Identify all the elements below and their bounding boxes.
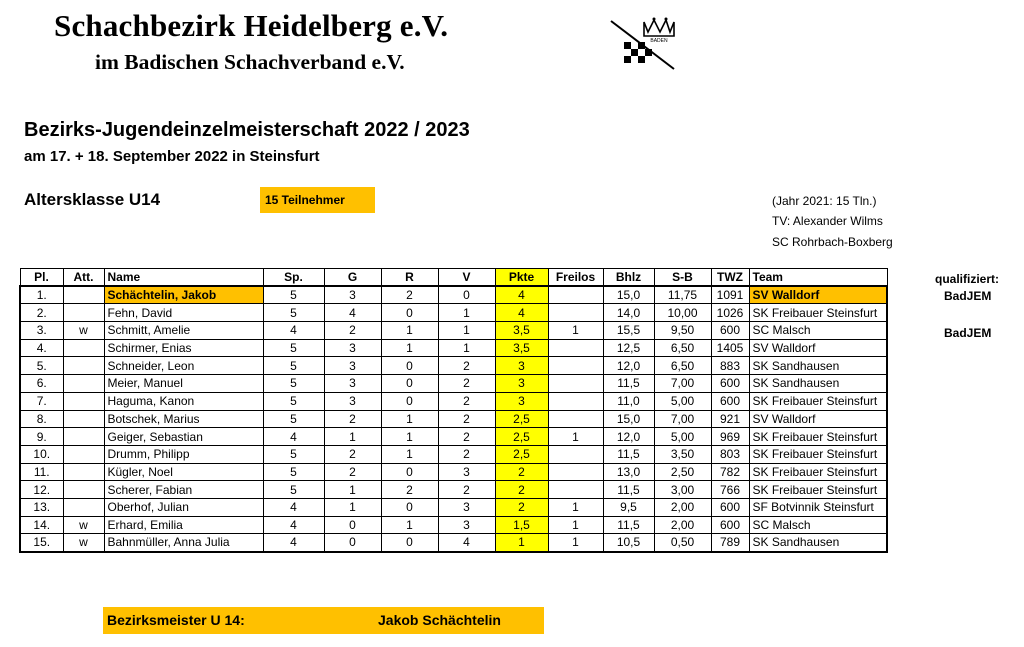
cell-games: 5 <box>263 410 324 428</box>
cell-draws: 1 <box>381 339 438 357</box>
cell-buchholz: 12,0 <box>603 357 654 375</box>
col-header-points: Pkte <box>495 269 548 287</box>
qualified-header: qualifiziert: <box>935 272 1000 286</box>
cell-team: SC Malsch <box>749 516 887 534</box>
cell-team: SK Freibauer Steinsfurt <box>749 445 887 463</box>
cell-bye <box>548 339 603 357</box>
cell-buchholz: 15,0 <box>603 410 654 428</box>
cell-sonneborn-berger: 7,00 <box>654 410 711 428</box>
cell-twz: 600 <box>711 498 749 516</box>
cell-games: 5 <box>263 304 324 322</box>
table-row <box>20 463 887 481</box>
cell-losses: 0 <box>438 286 495 304</box>
org-title: Schachbezirk Heidelberg e.V. <box>54 8 449 43</box>
organizing-club: SC Rohrbach-Boxberg <box>772 235 893 249</box>
cell-twz: 1405 <box>711 339 749 357</box>
cell-player-name: Drumm, Philipp <box>104 445 263 463</box>
col-header-team: Team <box>749 269 887 287</box>
cell-buchholz: 15,5 <box>603 322 654 340</box>
cell-points: 1 <box>495 534 548 552</box>
cell-games: 5 <box>263 481 324 499</box>
cell-points: 2,5 <box>495 445 548 463</box>
cell-wins: 3 <box>324 286 381 304</box>
cell-wins: 2 <box>324 463 381 481</box>
cell-games: 4 <box>263 428 324 446</box>
cell-place: 4. <box>20 339 63 357</box>
col-header-losses: V <box>438 269 495 287</box>
cell-buchholz: 11,5 <box>603 375 654 393</box>
table-row <box>20 339 887 357</box>
cell-draws: 1 <box>381 445 438 463</box>
cell-place: 5. <box>20 357 63 375</box>
cell-bye <box>548 463 603 481</box>
cell-sonneborn-berger: 11,75 <box>654 286 711 304</box>
cell-points: 3 <box>495 357 548 375</box>
cell-player-name: Botschek, Marius <box>104 410 263 428</box>
cell-att <box>63 304 104 322</box>
col-header-wins: G <box>324 269 381 287</box>
cell-buchholz: 11,0 <box>603 392 654 410</box>
cell-player-name: Schmitt, Amelie <box>104 322 263 340</box>
cell-place: 14. <box>20 516 63 534</box>
cell-buchholz: 14,0 <box>603 304 654 322</box>
results-body <box>20 286 887 551</box>
cell-sonneborn-berger: 5,00 <box>654 428 711 446</box>
event-subtitle: am 17. + 18. September 2022 in Steinsfurt <box>24 148 320 165</box>
cell-player-name: Schneider, Leon <box>104 357 263 375</box>
cell-sonneborn-berger: 2,00 <box>654 498 711 516</box>
cell-losses: 1 <box>438 322 495 340</box>
cell-sonneborn-berger: 9,50 <box>654 322 711 340</box>
cell-player-name: Fehn, David <box>104 304 263 322</box>
cell-player-name: Haguma, Kanon <box>104 392 263 410</box>
cell-points: 4 <box>495 286 548 304</box>
cell-losses: 3 <box>438 498 495 516</box>
cell-buchholz: 12,0 <box>603 428 654 446</box>
cell-bye: 1 <box>548 428 603 446</box>
table-row <box>20 498 887 516</box>
cell-buchholz: 13,0 <box>603 463 654 481</box>
cell-sonneborn-berger: 3,50 <box>654 445 711 463</box>
cell-att <box>63 339 104 357</box>
cell-att <box>63 357 104 375</box>
cell-place: 6. <box>20 375 63 393</box>
cell-draws: 2 <box>381 481 438 499</box>
champion-label: Bezirksmeister U 14: <box>107 612 245 628</box>
table-row <box>20 445 887 463</box>
cell-points: 4 <box>495 304 548 322</box>
cell-points: 2,5 <box>495 428 548 446</box>
cell-bye: 1 <box>548 534 603 552</box>
cell-points: 3,5 <box>495 322 548 340</box>
cell-draws: 1 <box>381 410 438 428</box>
cell-draws: 0 <box>381 463 438 481</box>
cell-bye: 1 <box>548 322 603 340</box>
cell-att <box>63 375 104 393</box>
cell-twz: 1091 <box>711 286 749 304</box>
cell-place: 10. <box>20 445 63 463</box>
cell-wins: 2 <box>324 410 381 428</box>
cell-losses: 3 <box>438 516 495 534</box>
table-row <box>20 357 887 375</box>
cell-sonneborn-berger: 2,50 <box>654 463 711 481</box>
tournament-director: TV: Alexander Wilms <box>772 214 883 228</box>
cell-losses: 2 <box>438 428 495 446</box>
cell-games: 5 <box>263 286 324 304</box>
cell-buchholz: 11,5 <box>603 445 654 463</box>
cell-bye <box>548 445 603 463</box>
cell-player-name: Schächtelin, Jakob <box>104 286 263 304</box>
cell-losses: 2 <box>438 481 495 499</box>
results-table <box>19 268 888 553</box>
cell-bye <box>548 304 603 322</box>
cell-team: SV Walldorf <box>749 339 887 357</box>
participants-badge <box>260 187 375 213</box>
cell-draws: 0 <box>381 498 438 516</box>
cell-bye <box>548 375 603 393</box>
cell-twz: 600 <box>711 375 749 393</box>
cell-att <box>63 481 104 499</box>
cell-points: 2 <box>495 463 548 481</box>
cell-att <box>63 392 104 410</box>
cell-wins: 3 <box>324 339 381 357</box>
cell-team: SK Freibauer Steinsfurt <box>749 304 887 322</box>
cell-place: 11. <box>20 463 63 481</box>
cell-sonneborn-berger: 5,00 <box>654 392 711 410</box>
cell-buchholz: 10,5 <box>603 534 654 552</box>
cell-sonneborn-berger: 7,00 <box>654 375 711 393</box>
cell-twz: 1026 <box>711 304 749 322</box>
cell-wins: 0 <box>324 534 381 552</box>
cell-buchholz: 12,5 <box>603 339 654 357</box>
cell-twz: 883 <box>711 357 749 375</box>
cell-team: SK Freibauer Steinsfurt <box>749 428 887 446</box>
qualified-mark: BadJEM <box>944 288 992 303</box>
cell-sonneborn-berger: 0,50 <box>654 534 711 552</box>
cell-points: 3,5 <box>495 339 548 357</box>
cell-draws: 1 <box>381 322 438 340</box>
cell-att <box>63 428 104 446</box>
champion-banner <box>103 607 544 634</box>
org-subtitle: im Badischen Schachverband e.V. <box>95 50 405 74</box>
col-header-buchholz: Bhlz <box>603 269 654 287</box>
table-row <box>20 392 887 410</box>
cell-twz: 600 <box>711 322 749 340</box>
col-header-place: Pl. <box>20 269 63 287</box>
table-row <box>20 375 887 393</box>
cell-losses: 2 <box>438 410 495 428</box>
col-header-bye: Freilos <box>548 269 603 287</box>
cell-player-name: Erhard, Emilia <box>104 516 263 534</box>
cell-player-name: Schirmer, Enias <box>104 339 263 357</box>
logo-text: BADEN <box>650 38 668 44</box>
cell-place: 8. <box>20 410 63 428</box>
cell-points: 3 <box>495 392 548 410</box>
cell-team: SC Malsch <box>749 322 887 340</box>
cell-twz: 600 <box>711 516 749 534</box>
cell-place: 3. <box>20 322 63 340</box>
table-row <box>20 304 887 322</box>
previous-year-note: (Jahr 2021: 15 Tln.) <box>772 194 877 208</box>
cell-losses: 3 <box>438 463 495 481</box>
cell-player-name: Kügler, Noel <box>104 463 263 481</box>
cell-losses: 2 <box>438 375 495 393</box>
cell-points: 1,5 <box>495 516 548 534</box>
col-header-name: Name <box>104 269 263 287</box>
cell-place: 2. <box>20 304 63 322</box>
champion-name: Jakob Schächtelin <box>378 612 501 628</box>
cell-games: 4 <box>263 322 324 340</box>
cell-twz: 969 <box>711 428 749 446</box>
cell-att <box>63 498 104 516</box>
cell-bye <box>548 392 603 410</box>
cell-points: 2 <box>495 481 548 499</box>
chess-crown-logo-icon <box>608 14 680 72</box>
cell-place: 12. <box>20 481 63 499</box>
table-row <box>20 286 887 304</box>
cell-team: SK Sandhausen <box>749 534 887 552</box>
cell-wins: 3 <box>324 375 381 393</box>
cell-att <box>63 445 104 463</box>
cell-place: 15. <box>20 534 63 552</box>
cell-player-name: Oberhof, Julian <box>104 498 263 516</box>
cell-sonneborn-berger: 6,50 <box>654 357 711 375</box>
cell-games: 4 <box>263 516 324 534</box>
cell-bye <box>548 286 603 304</box>
cell-twz: 789 <box>711 534 749 552</box>
cell-draws: 0 <box>381 357 438 375</box>
cell-att: w <box>63 516 104 534</box>
age-class-heading: Altersklasse U14 <box>24 190 161 209</box>
cell-place: 1. <box>20 286 63 304</box>
table-header-row <box>20 269 887 287</box>
cell-bye: 1 <box>548 516 603 534</box>
table-row <box>20 534 887 552</box>
cell-place: 9. <box>20 428 63 446</box>
cell-draws: 0 <box>381 392 438 410</box>
cell-att <box>63 286 104 304</box>
cell-points: 2 <box>495 498 548 516</box>
cell-sonneborn-berger: 10,00 <box>654 304 711 322</box>
cell-losses: 4 <box>438 534 495 552</box>
cell-team: SV Walldorf <box>749 286 887 304</box>
cell-team: SK Freibauer Steinsfurt <box>749 481 887 499</box>
cell-draws: 2 <box>381 286 438 304</box>
cell-sonneborn-berger: 6,50 <box>654 339 711 357</box>
cell-wins: 3 <box>324 392 381 410</box>
cell-buchholz: 11,5 <box>603 516 654 534</box>
col-header-twz: TWZ <box>711 269 749 287</box>
cell-draws: 0 <box>381 375 438 393</box>
cell-team: SF Botvinnik Steinsfurt <box>749 498 887 516</box>
cell-games: 5 <box>263 445 324 463</box>
cell-points: 2,5 <box>495 410 548 428</box>
cell-player-name: Geiger, Sebastian <box>104 428 263 446</box>
cell-wins: 1 <box>324 498 381 516</box>
cell-losses: 2 <box>438 445 495 463</box>
cell-losses: 2 <box>438 392 495 410</box>
cell-team: SK Sandhausen <box>749 375 887 393</box>
cell-att <box>63 410 104 428</box>
cell-buchholz: 9,5 <box>603 498 654 516</box>
cell-losses: 1 <box>438 339 495 357</box>
cell-wins: 3 <box>324 357 381 375</box>
cell-team: SV Walldorf <box>749 410 887 428</box>
cell-draws: 1 <box>381 428 438 446</box>
cell-team: SK Sandhausen <box>749 357 887 375</box>
cell-wins: 1 <box>324 428 381 446</box>
col-header-games: Sp. <box>263 269 324 287</box>
cell-games: 5 <box>263 339 324 357</box>
table-row <box>20 481 887 499</box>
cell-wins: 0 <box>324 516 381 534</box>
event-title: Bezirks-Jugendeinzelmeisterschaft 2022 / 2023 <box>24 119 470 141</box>
cell-buchholz: 15,0 <box>603 286 654 304</box>
col-header-draws: R <box>381 269 438 287</box>
cell-buchholz: 11,5 <box>603 481 654 499</box>
cell-att: w <box>63 322 104 340</box>
cell-bye: 1 <box>548 498 603 516</box>
cell-twz: 782 <box>711 463 749 481</box>
cell-sonneborn-berger: 2,00 <box>654 516 711 534</box>
table-row <box>20 428 887 446</box>
cell-draws: 0 <box>381 534 438 552</box>
cell-place: 13. <box>20 498 63 516</box>
cell-twz: 766 <box>711 481 749 499</box>
cell-team: SK Freibauer Steinsfurt <box>749 392 887 410</box>
cell-games: 5 <box>263 463 324 481</box>
cell-bye <box>548 481 603 499</box>
cell-draws: 0 <box>381 304 438 322</box>
cell-points: 3 <box>495 375 548 393</box>
cell-losses: 2 <box>438 357 495 375</box>
table-row <box>20 322 887 340</box>
cell-player-name: Bahnmüller, Anna Julia <box>104 534 263 552</box>
cell-player-name: Meier, Manuel <box>104 375 263 393</box>
col-header-att: Att. <box>63 269 104 287</box>
cell-losses: 1 <box>438 304 495 322</box>
cell-bye <box>548 357 603 375</box>
cell-place: 7. <box>20 392 63 410</box>
col-header-sonneborn-berger: S-B <box>654 269 711 287</box>
cell-games: 4 <box>263 534 324 552</box>
cell-att <box>63 463 104 481</box>
cell-wins: 1 <box>324 481 381 499</box>
cell-bye <box>548 410 603 428</box>
cell-sonneborn-berger: 3,00 <box>654 481 711 499</box>
cell-games: 5 <box>263 375 324 393</box>
participants-label: 15 Teilnehmer <box>265 193 345 207</box>
cell-att: w <box>63 534 104 552</box>
cell-twz: 600 <box>711 392 749 410</box>
cell-games: 5 <box>263 357 324 375</box>
cell-games: 4 <box>263 498 324 516</box>
cell-twz: 921 <box>711 410 749 428</box>
qualified-mark: BadJEM <box>944 325 992 340</box>
cell-twz: 803 <box>711 445 749 463</box>
cell-player-name: Scherer, Fabian <box>104 481 263 499</box>
cell-wins: 2 <box>324 445 381 463</box>
cell-games: 5 <box>263 392 324 410</box>
cell-wins: 4 <box>324 304 381 322</box>
cell-draws: 1 <box>381 516 438 534</box>
table-row <box>20 516 887 534</box>
cell-team: SK Freibauer Steinsfurt <box>749 463 887 481</box>
cell-wins: 2 <box>324 322 381 340</box>
table-row <box>20 410 887 428</box>
